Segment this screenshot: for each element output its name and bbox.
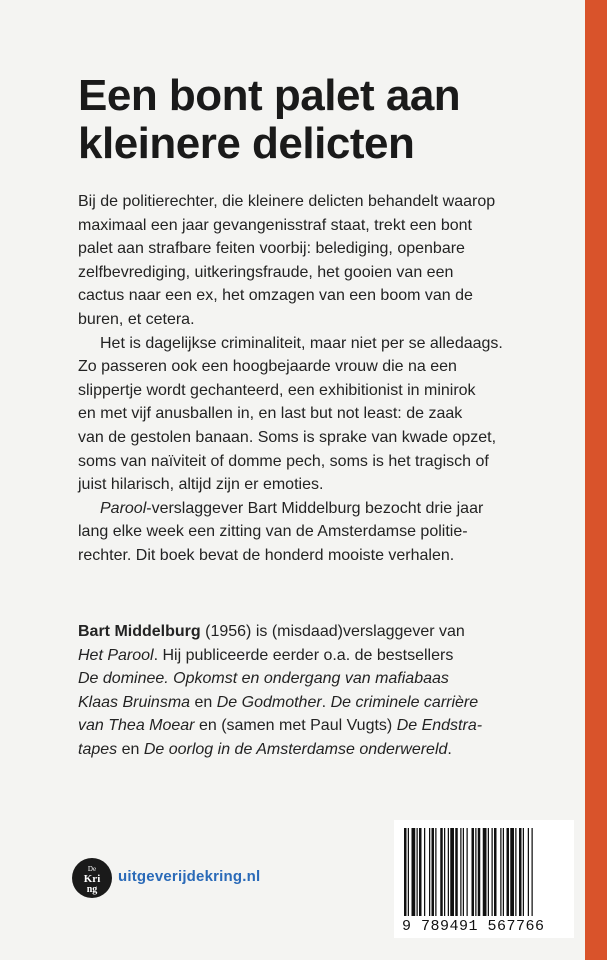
barcode-bar: [507, 828, 510, 916]
barcode-bar: [450, 828, 454, 916]
blurb-paragraph-2: Het is dagelijkse criminaliteit, maar niet per se alledaags. Zo passeren ook een hoogbejaarde vrouw die na een slippertje wordt gechanteerd, een exhibitionist in minirok en met vijf anusballen in, en last but not least: de zaak van de gestolen banaan. Soms is sprake van kwade opzet, soms van naïviteit of domme pech, soms is het tragisch of juist hilarisch, altijd zijn er emoties.: [78, 334, 503, 494]
cover-title: [78, 72, 460, 168]
publisher-logo-icon: [72, 858, 112, 898]
svg-text:Kri: Kri: [83, 873, 101, 885]
barcode-bar: [463, 828, 464, 916]
barcode-bar: [494, 828, 497, 916]
svg-text:De: De: [87, 865, 97, 873]
barcode-bar: [412, 828, 416, 916]
barcode-bar: [432, 828, 435, 916]
barcode-bar: [478, 828, 481, 916]
barcode-bar: [424, 828, 425, 916]
barcode-bar: [503, 828, 504, 916]
barcode-bar: [444, 828, 445, 916]
author-bio: Bart Middelburg (1956) is (misdaad)verslaggever van Het Parool. Hij publiceerde eerder o.a. de bestsellers De dominee. Opkomst en ondergang van mafiabaas Klaas Bruinsma en De Godmother. De criminele carrière van Thea Moear en (samen met Paul Vugts) De Endstra- tapes en De oorlog in de Amsterdamse onderwereld.: [78, 623, 483, 758]
spine-edge: [585, 0, 607, 960]
barcode-bar: [475, 828, 476, 916]
barcode-bar: [429, 828, 430, 916]
barcode-bar: [492, 828, 493, 916]
publisher-url[interactable]: uitgeverijdekring.nl: [118, 868, 261, 885]
barcode-bar: [519, 828, 522, 916]
barcode-bar: [500, 828, 501, 916]
barcode-bar: [455, 828, 458, 916]
barcode-bar: [408, 828, 409, 916]
barcode-bar: [483, 828, 487, 916]
title-line-1: Een bont palet aan: [78, 71, 461, 120]
barcode-bar: [419, 828, 422, 916]
barcode-bar: [448, 828, 449, 916]
barcode-bar: [488, 828, 489, 916]
isbn-number: 9 789491 567766: [402, 918, 545, 935]
barcode-bar: [404, 828, 407, 916]
blurb-paragraph-3: Parool-verslaggever Bart Middelburg bezocht drie jaar lang elke week een zitting van de Amsterdamse politie- rechter. Dit boek bevat de honderd mooiste verhalen.: [78, 499, 484, 564]
barcode-bar: [528, 828, 529, 916]
svg-text:ng: ng: [86, 884, 98, 895]
barcode-bar: [460, 828, 461, 916]
barcode-bar: [515, 828, 516, 916]
barcode-bar: [417, 828, 418, 916]
barcode-bar: [510, 828, 514, 916]
barcode-bar: [440, 828, 443, 916]
barcode-bar: [467, 828, 468, 916]
author-name: Bart Middelburg: [78, 623, 201, 640]
barcode-bar: [523, 828, 524, 916]
barcode-bar: [532, 828, 533, 916]
blurb-paragraph-1: Bij de politierechter, die kleinere delicten behandelt waarop maximaal een jaar gevangenisstraf staat, trekt een bont palet aan strafbare feiten voorbij: belediging, openbare zelfbevrediging, uitkeringsfraude, het gooien van een cactus naar een ex, het omzagen van een boom van de buren, et cetera.: [78, 193, 496, 328]
barcode-bar: [472, 828, 475, 916]
title-line-2: kleinere delicten: [78, 119, 415, 168]
barcode-bar: [435, 828, 436, 916]
blurb-text: [78, 190, 578, 568]
